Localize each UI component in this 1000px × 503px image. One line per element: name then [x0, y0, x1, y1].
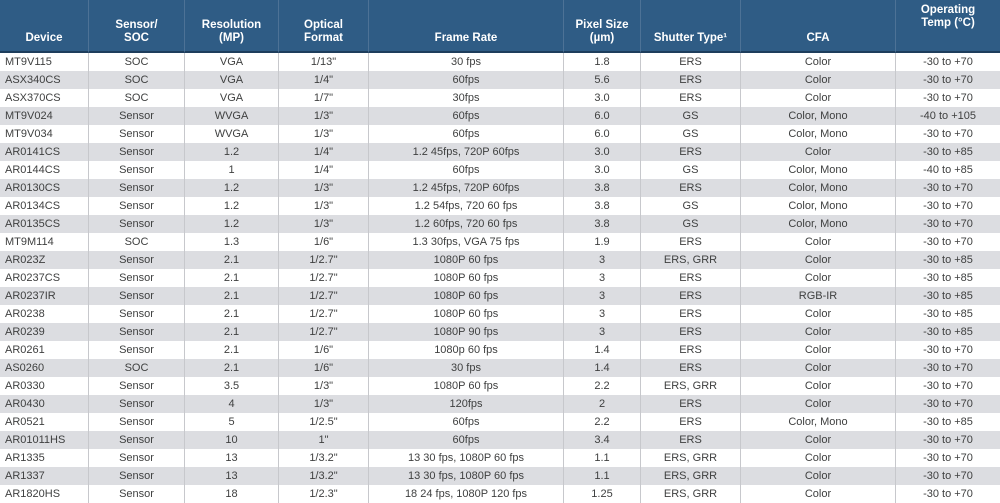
cell-operating-temp: -30 to +70	[895, 179, 1000, 197]
cell-operating-temp: -30 to +70	[895, 377, 1000, 395]
cell-frame-rate: 1080P 60 fps	[368, 377, 563, 395]
cell-cfa: Color, Mono	[740, 125, 895, 143]
cell-operating-temp: -30 to +70	[895, 359, 1000, 377]
cell-device: AR0141CS	[5, 145, 61, 158]
cell-frame-rate: 120fps	[368, 395, 563, 413]
cell-pixel-size: 1.4	[563, 359, 640, 377]
header-label-operating-temp: Temp (°C)	[921, 17, 975, 29]
cell-sensor-soc: Sensor	[88, 197, 184, 215]
cell-pixel-size: 3.8	[563, 215, 640, 233]
table-row	[0, 395, 1000, 413]
cell-frame-rate: 60fps	[368, 107, 563, 125]
cell-resolution: 1	[184, 161, 278, 179]
header-label-frame-rate: Frame Rate	[434, 32, 498, 44]
cell-optical-format: 1/6"	[278, 233, 368, 251]
table-row	[0, 251, 1000, 269]
cell-operating-temp: -30 to +70	[895, 449, 1000, 467]
cell-resolution: 2.1	[184, 359, 278, 377]
cell-pixel-size: 2	[563, 395, 640, 413]
cell-sensor-soc: Sensor	[88, 215, 184, 233]
cell-shutter-type: ERS	[640, 323, 740, 341]
cell-sensor-soc: Sensor	[88, 341, 184, 359]
cell-cfa: Color	[740, 323, 895, 341]
cell-cfa: Color	[740, 467, 895, 485]
cell-operating-temp: -30 to +85	[895, 287, 1000, 305]
table-row	[0, 341, 1000, 359]
cell-sensor-soc: Sensor	[88, 143, 184, 161]
cell-device: MT9V034	[5, 127, 53, 140]
cell-cfa: Color	[740, 269, 895, 287]
header-cell-cfa	[740, 0, 895, 53]
cell-sensor-soc: Sensor	[88, 413, 184, 431]
cell-optical-format: 1/2.7"	[278, 305, 368, 323]
cell-resolution: 4	[184, 395, 278, 413]
cell-shutter-type: GS	[640, 215, 740, 233]
cell-cfa: Color	[740, 377, 895, 395]
cell-resolution: 2.1	[184, 341, 278, 359]
cell-operating-temp: -30 to +70	[895, 467, 1000, 485]
cell-device: AS0260	[5, 361, 45, 374]
cell-device: AR1337	[5, 469, 45, 482]
table-row	[0, 89, 1000, 107]
cell-operating-temp: -30 to +70	[895, 71, 1000, 89]
cell-optical-format: 1/2.7"	[278, 323, 368, 341]
cell-device: AR0330	[5, 379, 45, 392]
cell-optical-format: 1/6"	[278, 359, 368, 377]
cell-device: AR0521	[5, 415, 45, 428]
cell-frame-rate: 1080P 60 fps	[368, 287, 563, 305]
cell-resolution: 2.1	[184, 323, 278, 341]
header-row	[0, 0, 1000, 53]
cell-device: AR01011HS	[5, 433, 66, 446]
cell-sensor-soc: Sensor	[88, 269, 184, 287]
cell-cfa: Color, Mono	[740, 179, 895, 197]
cell-cfa: Color	[740, 449, 895, 467]
cell-cfa: Color	[740, 395, 895, 413]
cell-shutter-type: ERS	[640, 89, 740, 107]
cell-resolution: 5	[184, 413, 278, 431]
table-row	[0, 53, 1000, 71]
cell-sensor-soc: SOC	[88, 53, 184, 71]
cell-pixel-size: 3.0	[563, 89, 640, 107]
cell-frame-rate: 1080P 90 fps	[368, 323, 563, 341]
cell-pixel-size: 5.6	[563, 71, 640, 89]
cell-cfa: Color	[740, 359, 895, 377]
cell-sensor-soc: Sensor	[88, 305, 184, 323]
cell-optical-format: 1/6"	[278, 341, 368, 359]
cell-frame-rate: 1080P 60 fps	[368, 269, 563, 287]
cell-sensor-soc: Sensor	[88, 251, 184, 269]
cell-pixel-size: 3.8	[563, 179, 640, 197]
cell-sensor-soc: Sensor	[88, 431, 184, 449]
header-cell-operating-temp	[895, 0, 1000, 53]
header-cell-sensor-soc	[88, 0, 184, 53]
cell-device: AR0130CS	[5, 181, 61, 194]
cell-optical-format: 1/2.7"	[278, 251, 368, 269]
cell-optical-format: 1/3"	[278, 215, 368, 233]
header-cell-pixel-size	[563, 0, 640, 53]
cell-cfa: Color	[740, 485, 895, 503]
cell-sensor-soc: Sensor	[88, 449, 184, 467]
cell-resolution: VGA	[184, 53, 278, 71]
cell-frame-rate: 1080p 60 fps	[368, 341, 563, 359]
cell-resolution: 2.1	[184, 287, 278, 305]
table-row	[0, 233, 1000, 251]
cell-operating-temp: -30 to +85	[895, 413, 1000, 431]
cell-frame-rate: 1.2 54fps, 720 60 fps	[368, 197, 563, 215]
cell-frame-rate: 18 24 fps, 1080P 120 fps	[368, 485, 563, 503]
cell-cfa: Color, Mono	[740, 107, 895, 125]
cell-sensor-soc: Sensor	[88, 107, 184, 125]
cell-optical-format: 1/3.2"	[278, 449, 368, 467]
cell-sensor-soc: Sensor	[88, 161, 184, 179]
cell-frame-rate: 1.2 45fps, 720P 60fps	[368, 179, 563, 197]
cell-resolution: 1.3	[184, 233, 278, 251]
cell-optical-format: 1/3"	[278, 197, 368, 215]
table-row	[0, 125, 1000, 143]
header-label-operating-temp: Operating	[920, 4, 976, 16]
cell-operating-temp: -30 to +70	[895, 53, 1000, 71]
cell-shutter-type: ERS, GRR	[640, 467, 740, 485]
table-row	[0, 449, 1000, 467]
cell-pixel-size: 3	[563, 287, 640, 305]
cell-optical-format: 1/2.5"	[278, 413, 368, 431]
cell-cfa: Color	[740, 143, 895, 161]
cell-device: AR0239	[5, 325, 45, 338]
cell-sensor-soc: Sensor	[88, 395, 184, 413]
cell-pixel-size: 2.2	[563, 377, 640, 395]
table-row	[0, 323, 1000, 341]
cell-optical-format: 1/4"	[278, 143, 368, 161]
table-row	[0, 305, 1000, 323]
table-row	[0, 413, 1000, 431]
cell-shutter-type: ERS, GRR	[640, 377, 740, 395]
cell-frame-rate: 1.3 30fps, VGA 75 fps	[368, 233, 563, 251]
cell-resolution: 1.2	[184, 179, 278, 197]
cell-optical-format: 1/7"	[278, 89, 368, 107]
cell-frame-rate: 60fps	[368, 431, 563, 449]
cell-operating-temp: -30 to +70	[895, 431, 1000, 449]
header-label-pixel-size: (µm)	[589, 32, 615, 44]
cell-resolution: 10	[184, 431, 278, 449]
cell-cfa: Color	[740, 71, 895, 89]
cell-pixel-size: 6.0	[563, 107, 640, 125]
cell-frame-rate: 60fps	[368, 71, 563, 89]
cell-device: AR0144CS	[5, 163, 61, 176]
cell-cfa: RGB-IR	[740, 287, 895, 305]
cell-resolution: 3.5	[184, 377, 278, 395]
header-cell-device	[0, 0, 88, 53]
cell-frame-rate: 1.2 60fps, 720 60 fps	[368, 215, 563, 233]
cell-cfa: Color	[740, 305, 895, 323]
cell-sensor-soc: SOC	[88, 71, 184, 89]
cell-frame-rate: 60fps	[368, 161, 563, 179]
cell-shutter-type: ERS	[640, 305, 740, 323]
cell-resolution: 2.1	[184, 305, 278, 323]
cell-sensor-soc: Sensor	[88, 179, 184, 197]
cell-optical-format: 1/4"	[278, 161, 368, 179]
cell-frame-rate: 1.2 45fps, 720P 60fps	[368, 143, 563, 161]
cell-optical-format: 1/3"	[278, 179, 368, 197]
cell-frame-rate: 60fps	[368, 125, 563, 143]
cell-shutter-type: ERS	[640, 179, 740, 197]
table-row	[0, 467, 1000, 485]
cell-device: MT9V024	[5, 109, 53, 122]
cell-pixel-size: 2.2	[563, 413, 640, 431]
table-row	[0, 269, 1000, 287]
cell-device: AR0135CS	[5, 217, 61, 230]
cell-pixel-size: 3.0	[563, 143, 640, 161]
cell-shutter-type: GS	[640, 107, 740, 125]
cell-operating-temp: -30 to +85	[895, 251, 1000, 269]
cell-resolution: VGA	[184, 71, 278, 89]
cell-resolution: 13	[184, 449, 278, 467]
cell-operating-temp: -30 to +70	[895, 341, 1000, 359]
cell-sensor-soc: SOC	[88, 89, 184, 107]
cell-cfa: Color, Mono	[740, 413, 895, 431]
table-row	[0, 215, 1000, 233]
cell-resolution: WVGA	[184, 125, 278, 143]
header-label-device: Device	[25, 32, 63, 44]
cell-resolution: WVGA	[184, 107, 278, 125]
cell-frame-rate: 1080P 60 fps	[368, 251, 563, 269]
cell-sensor-soc: Sensor	[88, 323, 184, 341]
cell-operating-temp: -30 to +85	[895, 323, 1000, 341]
table-row	[0, 143, 1000, 161]
table-row	[0, 197, 1000, 215]
cell-device: AR0237IR	[5, 289, 56, 302]
cell-frame-rate: 30 fps	[368, 53, 563, 71]
cell-device: MT9M114	[5, 235, 54, 248]
cell-cfa: Color, Mono	[740, 215, 895, 233]
table-body	[0, 53, 1000, 503]
cell-shutter-type: ERS, GRR	[640, 449, 740, 467]
cell-optical-format: 1/3"	[278, 395, 368, 413]
cell-pixel-size: 1.4	[563, 341, 640, 359]
cell-shutter-type: ERS	[640, 269, 740, 287]
cell-cfa: Color	[740, 431, 895, 449]
cell-resolution: 1.2	[184, 197, 278, 215]
cell-operating-temp: -40 to +105	[895, 107, 1000, 125]
cell-cfa: Color, Mono	[740, 161, 895, 179]
cell-device: AR0430	[5, 397, 45, 410]
cell-operating-temp: -30 to +70	[895, 215, 1000, 233]
header-label-resolution: (MP)	[219, 32, 244, 44]
cell-shutter-type: ERS	[640, 233, 740, 251]
header-label-sensor-soc: SOC	[124, 32, 149, 44]
cell-cfa: Color	[740, 53, 895, 71]
cell-optical-format: 1/4"	[278, 71, 368, 89]
cell-shutter-type: ERS	[640, 431, 740, 449]
header-label-sensor-soc: Sensor/	[115, 19, 158, 31]
cell-frame-rate: 30fps	[368, 89, 563, 107]
cell-device: AR1335	[5, 451, 45, 464]
cell-shutter-type: ERS, GRR	[640, 485, 740, 503]
cell-resolution: 2.1	[184, 251, 278, 269]
cell-frame-rate: 13 30 fps, 1080P 60 fps	[368, 449, 563, 467]
cell-operating-temp: -30 to +85	[895, 305, 1000, 323]
cell-device: AR0134CS	[5, 199, 61, 212]
cell-operating-temp: -30 to +85	[895, 269, 1000, 287]
cell-pixel-size: 3.4	[563, 431, 640, 449]
cell-resolution: 1.2	[184, 143, 278, 161]
cell-optical-format: 1/2.7"	[278, 269, 368, 287]
cell-sensor-soc: Sensor	[88, 485, 184, 503]
header-label-pixel-size: Pixel Size	[575, 19, 629, 31]
cell-pixel-size: 3	[563, 305, 640, 323]
cell-optical-format: 1/3"	[278, 377, 368, 395]
header-cell-optical-format	[278, 0, 368, 53]
cell-operating-temp: -30 to +70	[895, 125, 1000, 143]
cell-pixel-size: 1.8	[563, 53, 640, 71]
cell-optical-format: 1/3.2"	[278, 467, 368, 485]
cell-shutter-type: ERS	[640, 143, 740, 161]
table-row	[0, 161, 1000, 179]
cell-pixel-size: 3.8	[563, 197, 640, 215]
table-header	[0, 0, 1000, 53]
cell-pixel-size: 1.1	[563, 449, 640, 467]
cell-resolution: VGA	[184, 89, 278, 107]
cell-sensor-soc: Sensor	[88, 287, 184, 305]
cell-frame-rate: 1080P 60 fps	[368, 305, 563, 323]
table-row	[0, 431, 1000, 449]
cell-device: ASX370CS	[5, 91, 61, 104]
table-row	[0, 377, 1000, 395]
cell-shutter-type: ERS	[640, 71, 740, 89]
cell-optical-format: 1"	[278, 431, 368, 449]
cell-device: AR1820HS	[5, 487, 61, 500]
cell-sensor-soc: SOC	[88, 233, 184, 251]
cell-pixel-size: 6.0	[563, 125, 640, 143]
cell-operating-temp: -30 to +70	[895, 395, 1000, 413]
header-label-shutter-type: Shutter Type¹	[653, 32, 728, 44]
cell-frame-rate: 30 fps	[368, 359, 563, 377]
cell-pixel-size: 3	[563, 251, 640, 269]
cell-frame-rate: 60fps	[368, 413, 563, 431]
cell-shutter-type: ERS	[640, 53, 740, 71]
cell-device: AR023Z	[5, 253, 46, 266]
cell-pixel-size: 1.1	[563, 467, 640, 485]
cell-operating-temp: -30 to +70	[895, 197, 1000, 215]
cell-resolution: 2.1	[184, 269, 278, 287]
cell-operating-temp: -30 to +85	[895, 143, 1000, 161]
cell-frame-rate: 13 30 fps, 1080P 60 fps	[368, 467, 563, 485]
cell-optical-format: 1/3"	[278, 107, 368, 125]
cell-pixel-size: 3	[563, 269, 640, 287]
table-row	[0, 71, 1000, 89]
header-cell-resolution	[184, 0, 278, 53]
cell-cfa: Color	[740, 89, 895, 107]
cell-shutter-type: ERS, GRR	[640, 251, 740, 269]
cell-device: MT9V115	[5, 55, 52, 68]
cell-cfa: Color	[740, 341, 895, 359]
cell-resolution: 18	[184, 485, 278, 503]
cell-device: AR0261	[5, 343, 45, 356]
cell-sensor-soc: Sensor	[88, 377, 184, 395]
header-label-resolution: Resolution	[201, 19, 262, 31]
cell-resolution: 13	[184, 467, 278, 485]
cell-pixel-size: 1.25	[563, 485, 640, 503]
cell-sensor-soc: Sensor	[88, 125, 184, 143]
header-label-cfa: CFA	[806, 32, 830, 44]
cell-operating-temp: -30 to +70	[895, 89, 1000, 107]
cell-shutter-type: ERS	[640, 341, 740, 359]
cell-shutter-type: ERS	[640, 413, 740, 431]
cell-shutter-type: GS	[640, 161, 740, 179]
table-row	[0, 287, 1000, 305]
cell-device: AR0238	[5, 307, 45, 320]
cell-optical-format: 1/2.7"	[278, 287, 368, 305]
table-row	[0, 107, 1000, 125]
cell-operating-temp: -30 to +70	[895, 233, 1000, 251]
cell-optical-format: 1/13"	[278, 53, 368, 71]
header-cell-shutter-type	[640, 0, 740, 53]
cell-device: ASX340CS	[5, 73, 61, 86]
cell-cfa: Color	[740, 251, 895, 269]
cell-sensor-soc: SOC	[88, 359, 184, 377]
header-cell-frame-rate	[368, 0, 563, 53]
cell-shutter-type: ERS	[640, 359, 740, 377]
table-row	[0, 359, 1000, 377]
cell-operating-temp: -40 to +85	[895, 161, 1000, 179]
cell-shutter-type: GS	[640, 197, 740, 215]
cell-pixel-size: 1.9	[563, 233, 640, 251]
cell-cfa: Color	[740, 233, 895, 251]
header-label-optical-format: Format	[304, 32, 343, 44]
table-row	[0, 179, 1000, 197]
cell-shutter-type: GS	[640, 125, 740, 143]
cell-shutter-type: ERS	[640, 395, 740, 413]
header-label-optical-format: Optical	[304, 19, 343, 31]
cell-shutter-type: ERS	[640, 287, 740, 305]
cell-optical-format: 1/3"	[278, 125, 368, 143]
cell-pixel-size: 3.0	[563, 161, 640, 179]
cell-sensor-soc: Sensor	[88, 467, 184, 485]
cell-pixel-size: 3	[563, 323, 640, 341]
cell-cfa: Color, Mono	[740, 197, 895, 215]
cell-operating-temp: -30 to +70	[895, 485, 1000, 503]
cell-optical-format: 1/2.3"	[278, 485, 368, 503]
table-row	[0, 485, 1000, 503]
cell-device: AR0237CS	[5, 271, 61, 284]
cell-resolution: 1.2	[184, 215, 278, 233]
